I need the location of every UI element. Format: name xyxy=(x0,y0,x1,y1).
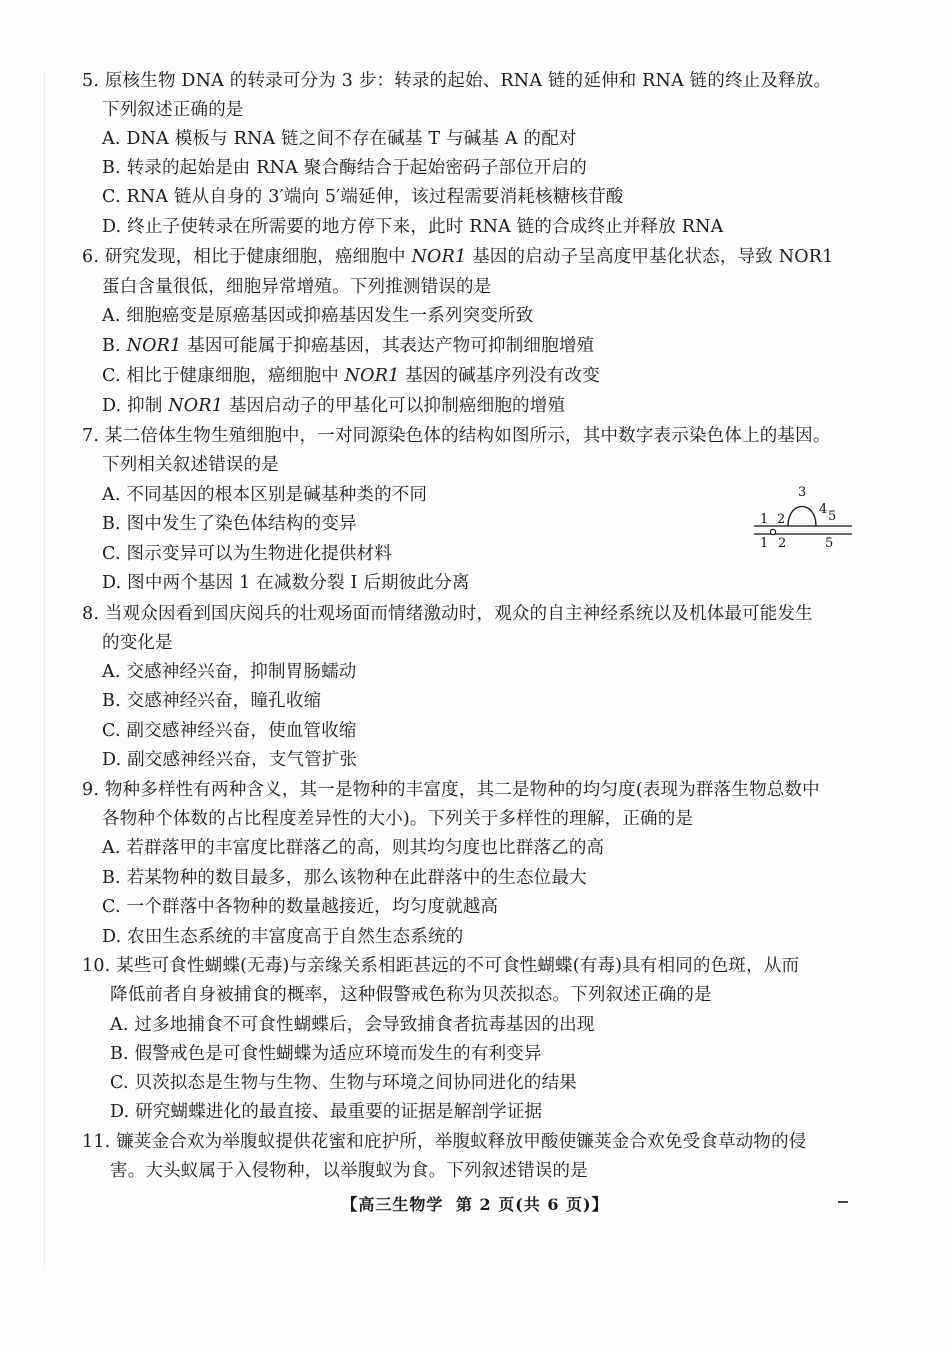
q6-option-a: A. 细胞癌变是原癌基因或抑癌基因发生一系列突变所致 xyxy=(102,306,534,326)
q10-option-d: D. 研究蝴蝶进化的最直接、最重要的证据是解剖学证据 xyxy=(110,1102,543,1122)
q9-option-a: A. 若群落甲的丰富度比群落乙的高，则其均匀度也比群落乙的高 xyxy=(102,838,605,858)
q8-option-c: C. 副交感神经兴奋，使血管收缩 xyxy=(102,721,357,741)
gene-label-bottom-2: 2 xyxy=(778,536,787,551)
q9-stem-line1: 9. 物种多样性有两种含义，其一是物种的丰富度，其二是物种的均匀度(表现为群落生物总数中 xyxy=(82,780,820,800)
q11-stem-line1: 11. 镰荚金合欢为举腹蚁提供花蜜和庇护所，举腹蚁释放甲酸使镰荚金合欢免受食草动物的侵 xyxy=(82,1132,807,1152)
q5-option-c: C. RNA 链从自身的 3′端向 5′端延伸，该过程需要消耗核糖核苷酸 xyxy=(102,187,624,207)
q6-option-c: C. 相比于健康细胞，癌细胞中 NOR1 基因的碱基序列没有改变 xyxy=(102,366,600,386)
q7-stem-line1: 7. 某二倍体生物生殖细胞中，一对同源染色体的结构如图所示，其中数字表示染色体上的基因。 xyxy=(82,426,831,446)
q7-option-a: A. 不同基因的根本区别是碱基种类的不同 xyxy=(102,485,428,505)
page-footer xyxy=(0,1192,950,1215)
q7-option-c: C. 图示变异可以为生物进化提供材料 xyxy=(102,544,392,564)
q10-option-c: C. 贝茨拟态是生物与生物、生物与环境之间协同进化的结果 xyxy=(110,1073,577,1093)
q5-option-d: D. 终止子使转录在所需要的地方停下来，此时 RNA 链的合成终止并释放 RNA xyxy=(102,217,724,237)
footer-page-number: 第 2 页(共 6 页)】 xyxy=(455,1195,609,1214)
footer-course: 【高三生物学 xyxy=(341,1195,444,1214)
q9-option-d: D. 农田生态系统的丰富度高于自然生态系统的 xyxy=(102,927,464,947)
q8-stem-line1: 8. 当观众因看到国庆阅兵的壮观场面而情绪激动时，观众的自主神经系统以及机体最可能发生 xyxy=(82,604,813,624)
q10-stem-line1: 10. 某些可食性蝴蝶(无毒)与亲缘关系相距甚远的不可食性蝴蝶(有毒)具有相同的色斑，从而 xyxy=(82,956,800,976)
corner-mark xyxy=(838,1201,848,1203)
chromosome-loop xyxy=(788,507,816,527)
gene-label-top-2: 2 xyxy=(777,512,786,527)
q10-option-a: A. 过多地捕食不可食性蝴蝶后，会导致捕食者抗毒基因的出现 xyxy=(110,1015,595,1035)
q6-stem-line1: 6. 研究发现，相比于健康细胞，癌细胞中 NOR1 基因的启动子呈高度甲基化状态，导致 NOR1 xyxy=(82,247,834,267)
centromere xyxy=(770,529,775,534)
q9-option-c: C. 一个群落中各物种的数量越接近，均匀度就越高 xyxy=(102,897,499,917)
gene-label-top-5: 5 xyxy=(828,509,837,524)
q5-stem-line2: 下列叙述正确的是 xyxy=(102,100,244,120)
q7-stem-line2: 下列相关叙述错误的是 xyxy=(102,455,279,475)
q5-stem-line1: 5. 原核生物 DNA 的转录可分为 3 步：转录的起始、RNA 链的延伸和 RNA 链的终止及释放。 xyxy=(82,71,832,91)
q7-option-d: D. 图中两个基因 1 在减数分裂 Ⅰ 后期彼此分离 xyxy=(102,573,470,593)
q9-stem-line2: 各物种个体数的占比程度差异性的大小)。下列关于多样性的理解，正确的是 xyxy=(102,809,694,829)
q8-stem-line2: 的变化是 xyxy=(102,633,173,653)
q8-option-b: B. 交感神经兴奋，瞳孔收缩 xyxy=(102,691,322,711)
q6-option-d: D. 抑制 NOR1 基因启动子的甲基化可以抑制癌细胞的增殖 xyxy=(102,396,566,416)
q9-option-b: B. 若某物种的数目最多，那么该物种在此群落中的生态位最大 xyxy=(102,868,587,888)
q5-option-b: B. 转录的起始是由 RNA 聚合酶结合于起始密码子部位开启的 xyxy=(102,158,587,178)
q7-option-b: B. 图中发生了染色体结构的变异 xyxy=(102,514,357,534)
gene-label-top-4: 4 xyxy=(819,502,828,517)
gene-label-top-1: 1 xyxy=(760,512,769,527)
gene-label-bottom-5: 5 xyxy=(825,536,834,551)
q8-option-a: A. 交感神经兴奋，抑制胃肠蠕动 xyxy=(102,662,357,682)
gene-label-top-3: 3 xyxy=(798,485,807,500)
q10-stem-line2: 降低前者自身被捕食的概率，这种假警戒色称为贝茨拟态。下列叙述正确的是 xyxy=(110,985,712,1005)
page-edge-shadow xyxy=(44,70,45,1270)
gene-label-bottom-1: 1 xyxy=(760,536,769,551)
chromosome-diagram xyxy=(752,482,857,554)
q6-option-b: B. NOR1 基因可能属于抑癌基因，其表达产物可抑制细胞增殖 xyxy=(102,336,595,356)
q5-option-a: A. DNA 模板与 RNA 链之间不存在碱基 T 与碱基 A 的配对 xyxy=(102,129,577,149)
q11-stem-line2: 害。大头蚁属于入侵物种，以举腹蚁为食。下列叙述错误的是 xyxy=(110,1161,588,1181)
q6-stem-line2: 蛋白含量很低，细胞异常增殖。下列推测错误的是 xyxy=(102,277,492,297)
q8-option-d: D. 副交感神经兴奋，支气管扩张 xyxy=(102,750,358,770)
q10-option-b: B. 假警戒色是可食性蝴蝶为适应环境而发生的有利变异 xyxy=(110,1044,542,1064)
